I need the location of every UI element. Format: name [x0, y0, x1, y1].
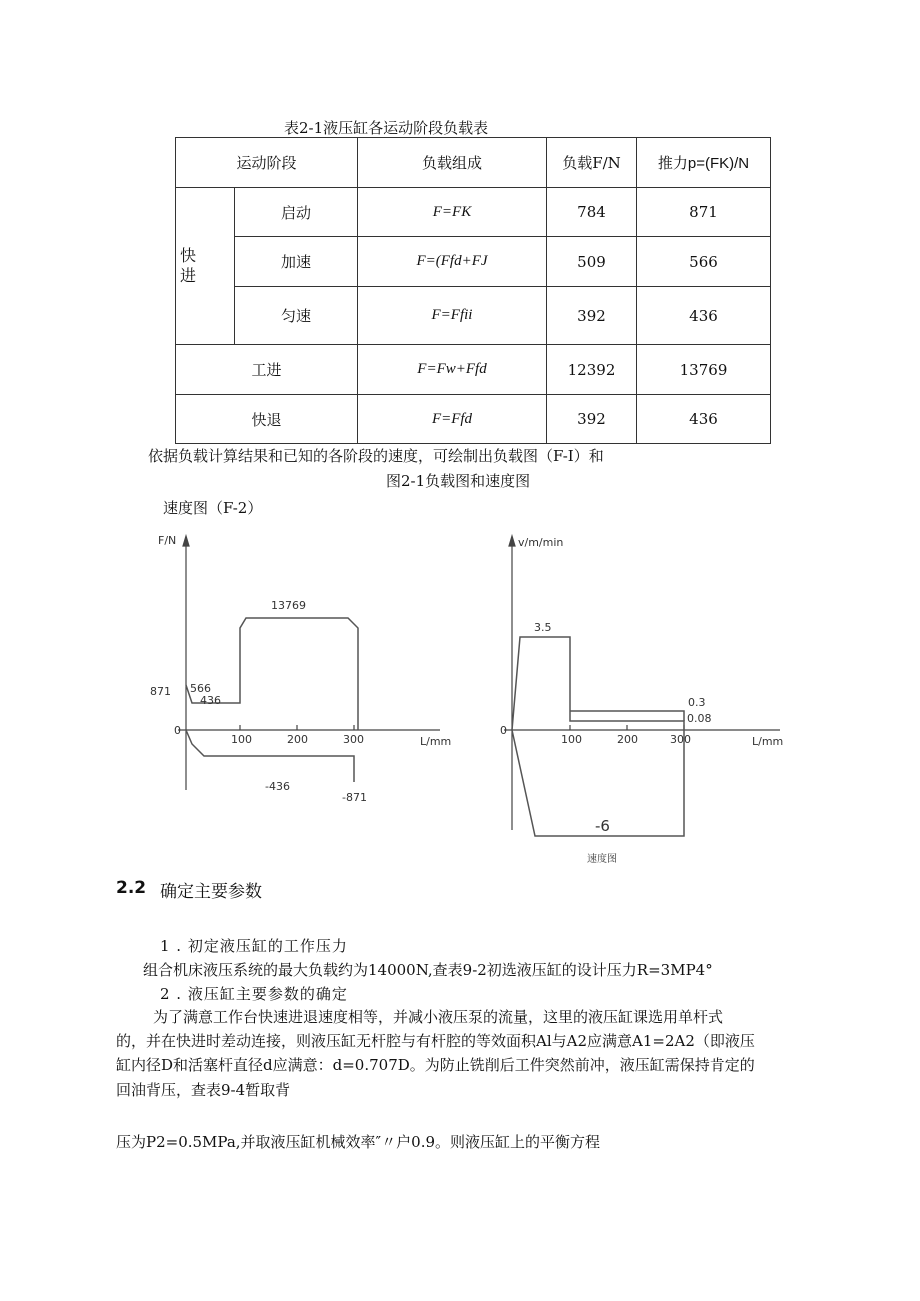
thrust-cell: 13769 [637, 345, 771, 395]
group-cell [176, 188, 235, 345]
paragraph-2-line-2: 的，并在快进时差动连接，则液压缸无杆腔与有杆腔的等效面积Al与A2应满意A1=2A2（即液压 [116, 1032, 755, 1050]
thrust-cell: 566 [637, 237, 771, 287]
load-cell: 509 [547, 237, 637, 287]
header-formula: 负载组成 [358, 138, 547, 188]
velocity-tick-label-300: 300 [670, 733, 691, 746]
velocity-annotation-0-08: 0.08 [687, 712, 712, 725]
velocity-annotation-3-5: 3.5 [534, 621, 552, 634]
load-cell: 392 [547, 395, 637, 444]
item-1-heading: 1 . 初定液压缸的工作压力 [160, 937, 348, 955]
group-label-2: 进 [180, 266, 197, 285]
velocity-tick-label-200: 200 [617, 733, 638, 746]
velocity-y-label: v/m/min [518, 536, 564, 549]
stage-cell: 启动 [235, 188, 358, 237]
paragraph-1: 依据负载计算结果和已知的各阶段的速度，可绘制出负载图（F-I）和 [148, 447, 604, 465]
load-table [175, 137, 771, 444]
header-stage: 运动阶段 [176, 138, 358, 188]
load-x-label: L/mm [420, 735, 452, 748]
load-tick-label-200: 200 [287, 733, 308, 746]
load-tick-label-0: 0 [174, 724, 181, 737]
load-annotation-13769: 13769 [271, 599, 306, 612]
formula-cell: F=FK [358, 188, 547, 237]
load-annotation-neg436: -436 [265, 780, 290, 793]
stage-cell: 工进 [176, 345, 358, 395]
load-y-arrow [183, 536, 189, 546]
thrust-cell: 871 [637, 188, 771, 237]
paragraph-2-line-3: 缸内径D和活塞杆直径d应满意：d=0.707D。为防止铣削后工件突然前冲，液压缸需保持肯定的 [116, 1056, 755, 1074]
formula-cell: F=(Ffd+FJ [358, 237, 547, 287]
table-row [176, 237, 771, 287]
thrust-cell: 436 [637, 287, 771, 345]
figure-caption: 图2-1负载图和速度图 [386, 472, 531, 490]
load-y-label: F/N [158, 534, 177, 547]
load-tick-label-100: 100 [231, 733, 252, 746]
load-cell: 784 [547, 188, 637, 237]
group-label-1: 快 [180, 246, 197, 265]
paragraph-2-line-1: 为了满意工作台快速进退速度相等，并减小液压泵的流量，这里的液压缸课选用单杆式 [153, 1008, 724, 1026]
velocity-forward-line [512, 637, 684, 730]
paragraph-3: 压为P2=0.5MPa,并取液压缸机械效率″〃户0.9。则液压缸上的平衡方程 [116, 1133, 601, 1151]
formula-cell: F=Ffii [358, 287, 547, 345]
table-caption: 表2-1液压缸各运动阶段负载表 [284, 119, 489, 137]
header-load: 负载F/N [547, 138, 637, 188]
table-row [176, 345, 771, 395]
stage-cell: 匀速 [235, 287, 358, 345]
velocity-y-arrow [509, 536, 515, 546]
load-annotation-436: 436 [200, 694, 221, 707]
item-1-body: 组合机床液压系统的最大负载约为14000N,查表9-2初选液压缸的设计压力R=3MP4° [143, 961, 713, 979]
load-tick-label-300: 300 [343, 733, 364, 746]
formula-cell: F=Ffd [358, 395, 547, 444]
velocity-annotation-neg6: -6 [595, 817, 610, 835]
section-number: 2.2 [116, 878, 147, 898]
section-title: 确定主要参数 [160, 882, 262, 902]
load-return-line [186, 730, 354, 782]
load-annotation-neg871: -871 [342, 791, 367, 804]
load-chart [140, 530, 470, 820]
load-forward-line [186, 618, 358, 730]
table-header-row [176, 138, 771, 188]
velocity-x-label: L/mm [752, 735, 784, 748]
velocity-tick-label-0: 0 [500, 724, 507, 737]
thrust-cell: 436 [637, 395, 771, 444]
velocity-annotation-0-3: 0.3 [688, 696, 706, 709]
table-row [176, 188, 771, 237]
velocity-work-line [570, 711, 684, 721]
formula-cell: F=Fw+Ffd [358, 345, 547, 395]
table-row [176, 395, 771, 444]
table-row [176, 287, 771, 345]
header-thrust: 推力p=(FK)/N [637, 138, 771, 188]
paragraph-2-line-4: 回油背压，查表9-4暂取背 [116, 1081, 291, 1099]
velocity-chart-title: 速度图 [587, 854, 617, 865]
stage-cell: 加速 [235, 237, 358, 287]
load-annotation-566: 566 [190, 682, 211, 695]
load-cell: 12392 [547, 345, 637, 395]
velocity-tick-label-100: 100 [561, 733, 582, 746]
paragraph-1-cont: 速度图（F-2） [163, 499, 263, 517]
velocity-chart [490, 530, 810, 870]
stage-cell: 快退 [176, 395, 358, 444]
load-annotation-871: 871 [150, 685, 171, 698]
item-2-heading: 2 . 液压缸主要参数的确定 [160, 985, 348, 1003]
load-cell: 392 [547, 287, 637, 345]
